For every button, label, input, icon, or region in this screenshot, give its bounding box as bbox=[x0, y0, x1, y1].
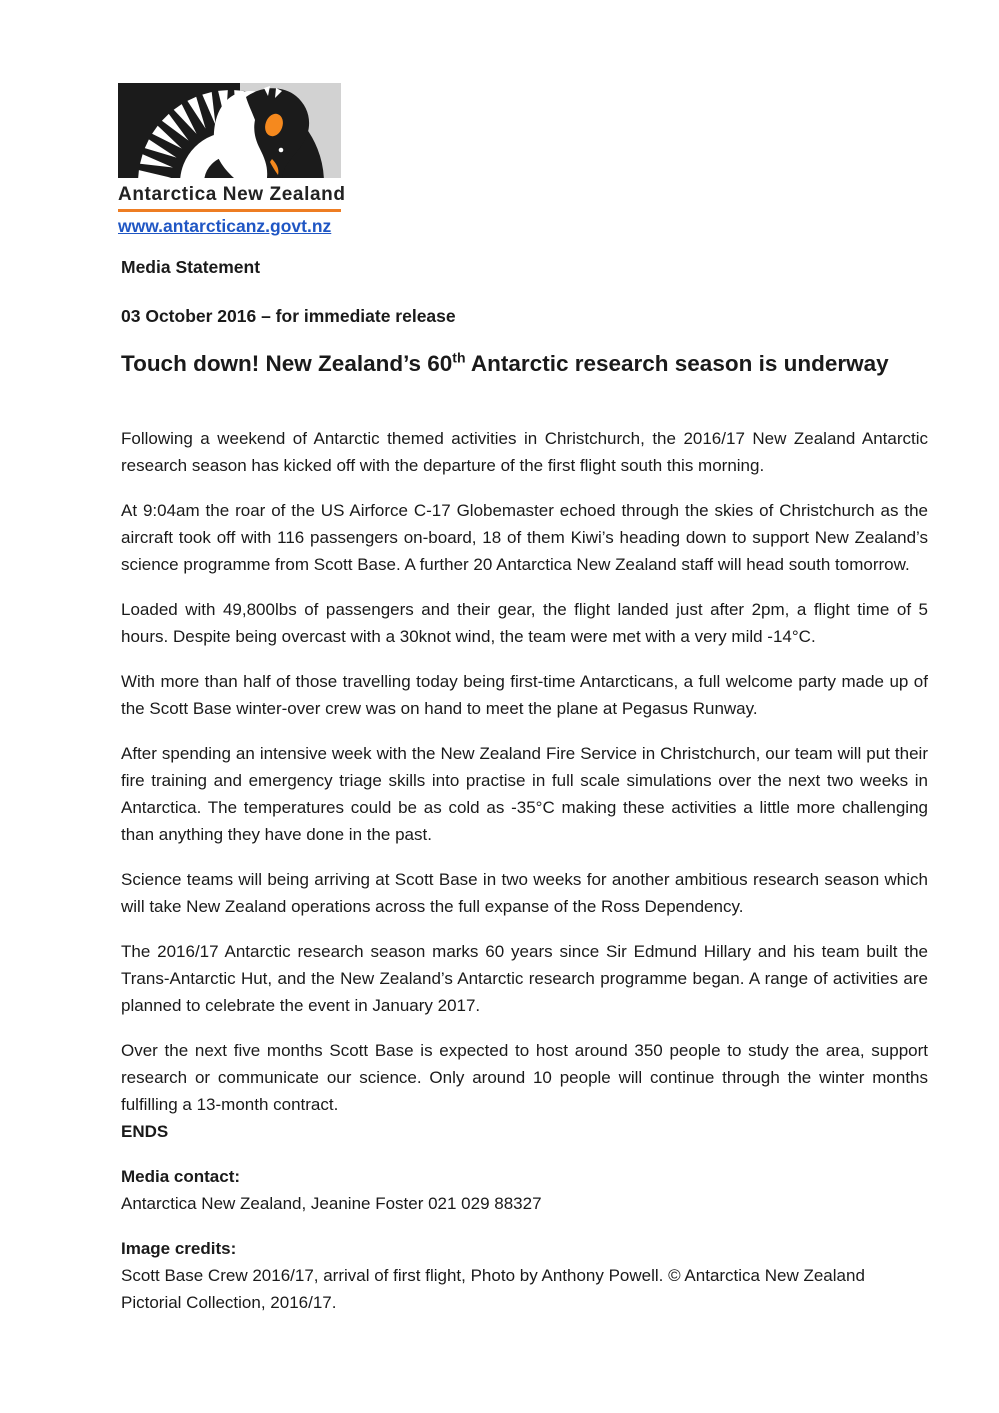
media-contact-section bbox=[121, 1163, 928, 1217]
title-suffix: Antarctic research season is underway bbox=[465, 351, 889, 376]
body-paragraph: At 9:04am the roar of the US Airforce C-17 Globemaster echoed through the skies of Christchurch as the aircraft took off with 116 passengers on-board, 18 of them Kiwi’s heading down to support New Zealand’s science programme from Scott Base. A further 20 Antarctica New Zealand staff will head south tomorrow. bbox=[121, 501, 928, 574]
body-paragraph: Science teams will being arriving at Scott Base in two weeks for another ambitious research season which will take New Zealand operations across the full expanse of the Ross Dependency. bbox=[121, 870, 928, 916]
title-superscript: th bbox=[452, 349, 466, 366]
brand-name: Antarctica New Zealand bbox=[118, 184, 346, 205]
website-link[interactable]: www.antarcticanz.govt.nz bbox=[118, 216, 332, 236]
document-body bbox=[121, 425, 928, 1334]
brand-accent-rule bbox=[118, 209, 341, 212]
ends-marker: ENDS bbox=[121, 1122, 169, 1141]
page-title bbox=[121, 351, 889, 377]
title-prefix: Touch down! New Zealand’s 60 bbox=[121, 351, 453, 376]
image-credits-detail: Scott Base Crew 2016/17, arrival of first flight, Photo by Anthony Powell. © Antarctica New Zealand Pictorial Collection, 2016/17. bbox=[121, 1266, 865, 1312]
image-credits-heading: Image credits: bbox=[121, 1239, 237, 1258]
body-paragraph: Following a weekend of Antarctic themed activities in Christchurch, the 2016/17 New Zealand Antarctic research season has kicked off with the departure of the first flight south this morning. bbox=[121, 429, 928, 475]
body-paragraph: Loaded with 49,800lbs of passengers and their gear, the flight landed just after 2pm, a flight time of 5 hours. Despite being overcast with a 30knot wind, the team were met with a very mild -14°C. bbox=[121, 600, 928, 646]
media-contact-heading: Media contact: bbox=[121, 1167, 241, 1186]
antarctica-nz-logo-block bbox=[118, 83, 346, 237]
media-contact-detail: Antarctica New Zealand, Jeanine Foster 021 029 88327 bbox=[121, 1194, 542, 1213]
body-paragraph: Over the next five months Scott Base is expected to host around 350 people to study the area, support research or communicate our science. Only around 10 people will continue through the winter months fulfilling a 13-month contract. bbox=[121, 1041, 928, 1114]
body-paragraph: After spending an intensive week with the New Zealand Fire Service in Christchurch, our team will put their fire training and emergency triage skills into practise in full scale simulations over the next two weeks in Antarctica. The temperatures could be as cold as -35°C making these activities a little more challenging than anything they have done in the past. bbox=[121, 744, 928, 844]
doc-type-heading: Media Statement bbox=[121, 257, 261, 277]
brand-url bbox=[118, 216, 341, 237]
body-paragraph: The 2016/17 Antarctic research season marks 60 years since Sir Edmund Hillary and his team built the Trans-Antarctic Hut, and the New Zealand’s Antarctic research programme began. A range of activities are planned to celebrate the event in January 2017. bbox=[121, 942, 928, 1015]
body-paragraph: With more than half of those travelling today being first-time Antarcticans, a full welcome party made up of the Scott Base winter-over crew was on hand to meet the plane at Pegasus Runway. bbox=[121, 672, 928, 718]
penguin-logo-icon bbox=[118, 83, 341, 178]
release-date-line: 03 October 2016 – for immediate release bbox=[121, 306, 456, 326]
image-credits-section bbox=[121, 1235, 928, 1316]
